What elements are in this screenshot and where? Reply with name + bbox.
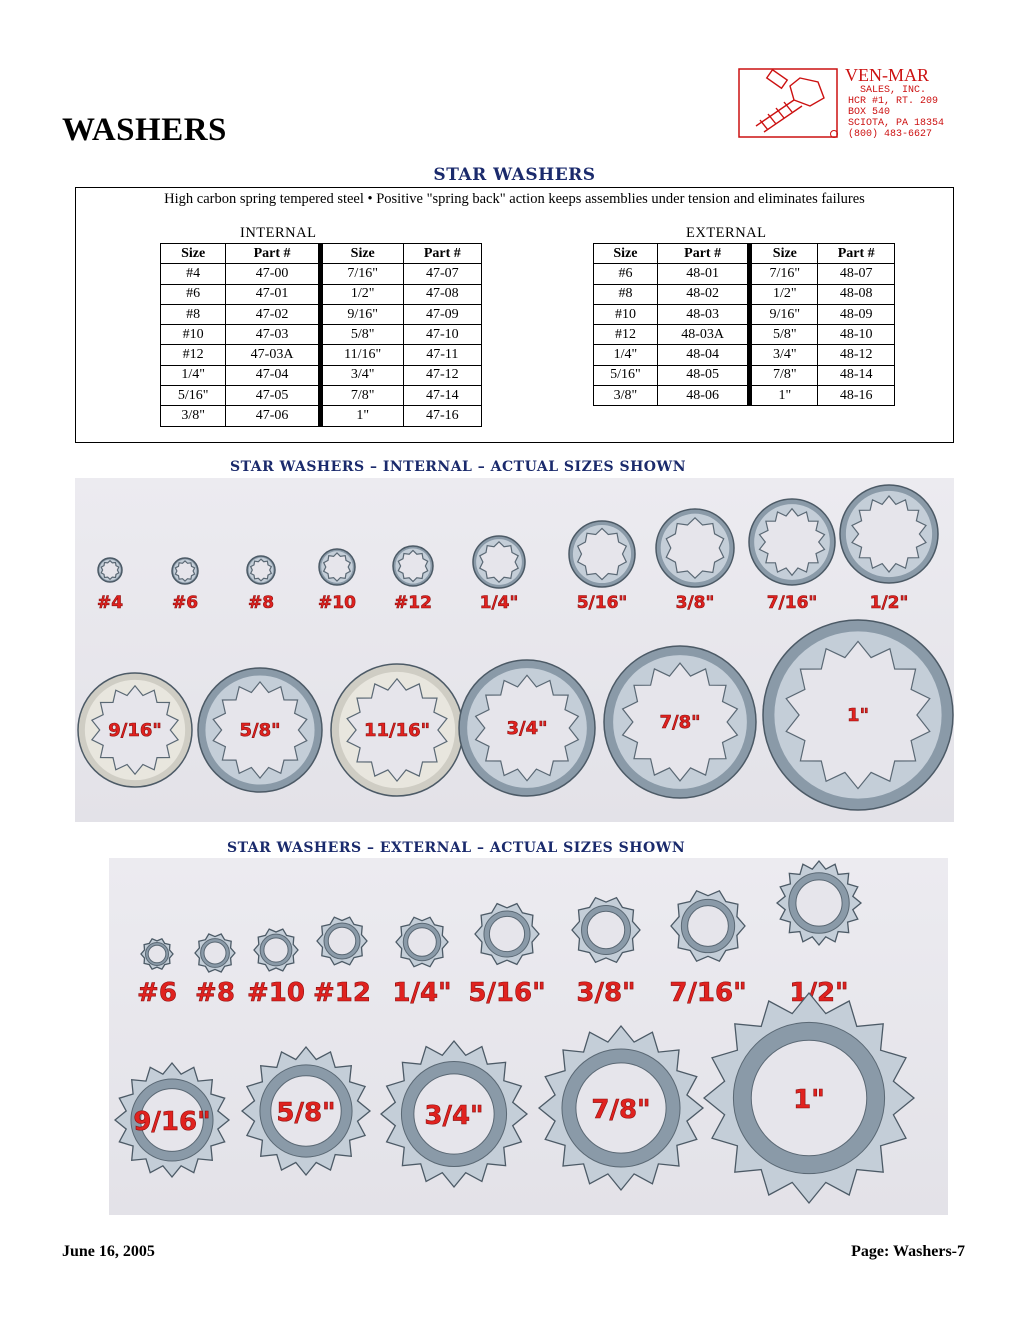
washer-size-label: 5/8"	[276, 1098, 336, 1128]
washer	[98, 558, 122, 582]
washer	[141, 939, 173, 969]
washer-size-label: 3/4"	[424, 1101, 484, 1131]
table-row	[161, 406, 482, 426]
washer-size-label: 1/2"	[789, 978, 849, 1008]
table-cell: #10	[594, 304, 658, 324]
washer-size-label: #6	[171, 593, 199, 613]
table-header: Part #	[818, 244, 895, 264]
washer-size-label: 1/4"	[392, 978, 452, 1008]
washer-size-label: 1"	[793, 1085, 825, 1115]
table-cell: 5/8"	[320, 325, 403, 345]
logo-line: HCR #1, RT. 209	[848, 96, 939, 107]
washer	[254, 929, 298, 971]
footer-date: June 16, 2005	[62, 1243, 155, 1260]
washer	[569, 521, 635, 587]
table-row	[161, 284, 482, 304]
table-cell: #6	[161, 284, 226, 304]
washer-size-label: 11/16"	[363, 720, 431, 741]
table-cell: 47-16	[403, 406, 481, 426]
table-cell: 47-04	[226, 365, 321, 385]
washer	[319, 549, 355, 585]
table-cell: 11/16"	[320, 345, 403, 365]
table-cell: 1/2"	[750, 284, 818, 304]
internal-parts-table	[160, 243, 482, 427]
washer-size-label: #12	[313, 978, 371, 1008]
table-cell: 5/16"	[594, 365, 658, 385]
table-cell: 7/8"	[320, 386, 403, 406]
washer-size-label: #8	[247, 593, 275, 613]
washer	[656, 509, 734, 587]
table-header: Part #	[226, 244, 321, 264]
table-cell: 3/4"	[320, 365, 403, 385]
washer-size-label: 9/16"	[108, 720, 162, 741]
table-cell: 1/4"	[594, 345, 658, 365]
table-cell: 47-10	[403, 325, 481, 345]
table-cell: 48-12	[818, 345, 895, 365]
logo-line: (800) 483-6627	[848, 129, 933, 140]
washer-size-label: 9/16"	[133, 1107, 211, 1137]
table-cell: 47-05	[226, 386, 321, 406]
washer-size-label: #12	[394, 593, 432, 613]
table-row	[161, 264, 482, 284]
table-cell: 47-07	[403, 264, 481, 284]
table-cell: 7/16"	[320, 264, 403, 284]
table-cell: 47-03A	[226, 345, 321, 365]
washer-size-label: 7/16"	[766, 593, 818, 613]
table-cell: 48-07	[818, 264, 895, 284]
bolt-logo-icon	[738, 68, 838, 140]
table-cell: 1"	[320, 406, 403, 426]
table-cell: 48-09	[818, 304, 895, 324]
product-description: High carbon spring tempered steel • Positive "spring back" action keeps assemblies under tension and eliminates failures	[164, 191, 865, 207]
washer	[172, 558, 198, 584]
table-cell: 47-11	[403, 345, 481, 365]
table-cell: #12	[161, 345, 226, 365]
washer-size-label: 1/4"	[479, 593, 519, 613]
internal-photo-title: STAR WASHERS – INTERNAL – ACTUAL SIZES SHOWN	[230, 459, 687, 475]
table-row	[161, 345, 482, 365]
washer-size-label: 1/2"	[869, 593, 909, 613]
table-header: Part #	[403, 244, 481, 264]
table-cell: 3/4"	[750, 345, 818, 365]
table-cell: #10	[161, 325, 226, 345]
washer-size-label: 5/16"	[468, 978, 546, 1008]
table-cell: 9/16"	[750, 304, 818, 324]
washer-size-label: 7/16"	[669, 978, 747, 1008]
table-cell: 48-02	[657, 284, 750, 304]
washer-size-label: 3/8"	[576, 978, 636, 1008]
washer-size-label: 7/8"	[591, 1095, 651, 1125]
table-cell: 47-12	[403, 365, 481, 385]
table-row	[594, 345, 895, 365]
washer	[393, 546, 433, 586]
washer-size-label: #4	[96, 593, 124, 613]
logo-line: SCIOTA, PA 18354	[848, 118, 945, 129]
table-cell: #4	[161, 264, 226, 284]
table-cell: 48-14	[818, 365, 895, 385]
washer	[473, 536, 525, 588]
external-caption: EXTERNAL	[686, 225, 767, 241]
table-row	[594, 264, 895, 284]
table-cell: 5/8"	[750, 325, 818, 345]
washer-size-label: #10	[318, 593, 356, 613]
washer-size-label: 3/4"	[506, 718, 548, 739]
washer-size-label: 7/8"	[659, 712, 701, 733]
table-cell: 3/8"	[161, 406, 226, 426]
logo-line: BOX 540	[848, 107, 891, 118]
external-photo-title: STAR WASHERS – EXTERNAL – ACTUAL SIZES SHOWN	[227, 840, 686, 856]
section-title: STAR WASHERS	[433, 165, 596, 185]
table-header: Size	[161, 244, 226, 264]
table-cell: 1/2"	[320, 284, 403, 304]
table-cell: 48-08	[818, 284, 895, 304]
external-washers-photo	[109, 858, 948, 1215]
washer	[749, 499, 835, 585]
table-cell: 47-08	[403, 284, 481, 304]
table-header: Size	[594, 244, 658, 264]
internal-caption: INTERNAL	[240, 225, 317, 241]
page-title: WASHERS	[62, 112, 227, 148]
washer	[247, 556, 275, 584]
table-row	[594, 284, 895, 304]
table-row	[594, 325, 895, 345]
table-cell: 9/16"	[320, 304, 403, 324]
table-cell: 48-03A	[657, 325, 750, 345]
table-cell: 48-03	[657, 304, 750, 324]
internal-washers-photo	[75, 478, 954, 822]
table-cell: 5/16"	[161, 386, 226, 406]
table-cell: 48-05	[657, 365, 750, 385]
table-cell: 47-01	[226, 284, 321, 304]
washer-size-label: 1"	[847, 705, 869, 726]
table-cell: 47-09	[403, 304, 481, 324]
washer-size-label: 5/8"	[239, 720, 281, 741]
logo-line: SALES, INC.	[860, 85, 927, 96]
table-cell: 3/8"	[594, 386, 658, 406]
table-row	[161, 325, 482, 345]
table-row	[594, 365, 895, 385]
table-cell: 48-16	[818, 386, 895, 406]
external-parts-table	[593, 243, 895, 406]
table-row	[161, 365, 482, 385]
table-cell: #8	[161, 304, 226, 324]
table-cell: 48-04	[657, 345, 750, 365]
table-cell: 7/8"	[750, 365, 818, 385]
table-row	[161, 304, 482, 324]
table-cell: #6	[594, 264, 658, 284]
washer-size-label: 5/16"	[576, 593, 628, 613]
table-cell: #12	[594, 325, 658, 345]
table-cell: 47-02	[226, 304, 321, 324]
washer	[396, 917, 448, 966]
table-cell: 48-06	[657, 386, 750, 406]
table-row	[594, 304, 895, 324]
table-header: Size	[320, 244, 403, 264]
washer-size-label: 3/8"	[675, 593, 715, 613]
logo-brand: VEN-MAR	[845, 65, 929, 85]
washer-size-label: #10	[247, 978, 305, 1008]
washer-size-label: #8	[195, 978, 235, 1008]
table-cell: 47-06	[226, 406, 321, 426]
footer-page-number: Page: Washers-7	[851, 1243, 965, 1260]
table-header: Size	[750, 244, 818, 264]
table-cell: 47-14	[403, 386, 481, 406]
table-header: Part #	[657, 244, 750, 264]
table-cell: 48-01	[657, 264, 750, 284]
washer	[671, 891, 745, 961]
washer	[777, 861, 861, 945]
washer	[317, 917, 367, 965]
washer	[572, 898, 640, 963]
table-row	[161, 386, 482, 406]
table-cell: 1/4"	[161, 365, 226, 385]
table-cell: 47-03	[226, 325, 321, 345]
washer	[195, 934, 235, 972]
table-cell: 1"	[750, 386, 818, 406]
table-cell: 47-00	[226, 264, 321, 284]
company-logo	[738, 66, 978, 142]
table-cell: 7/16"	[750, 264, 818, 284]
table-cell: #8	[594, 284, 658, 304]
washer-size-label: #6	[137, 978, 177, 1008]
table-cell: 48-10	[818, 325, 895, 345]
washer	[475, 904, 539, 965]
table-row	[594, 386, 895, 406]
washer	[840, 485, 938, 583]
